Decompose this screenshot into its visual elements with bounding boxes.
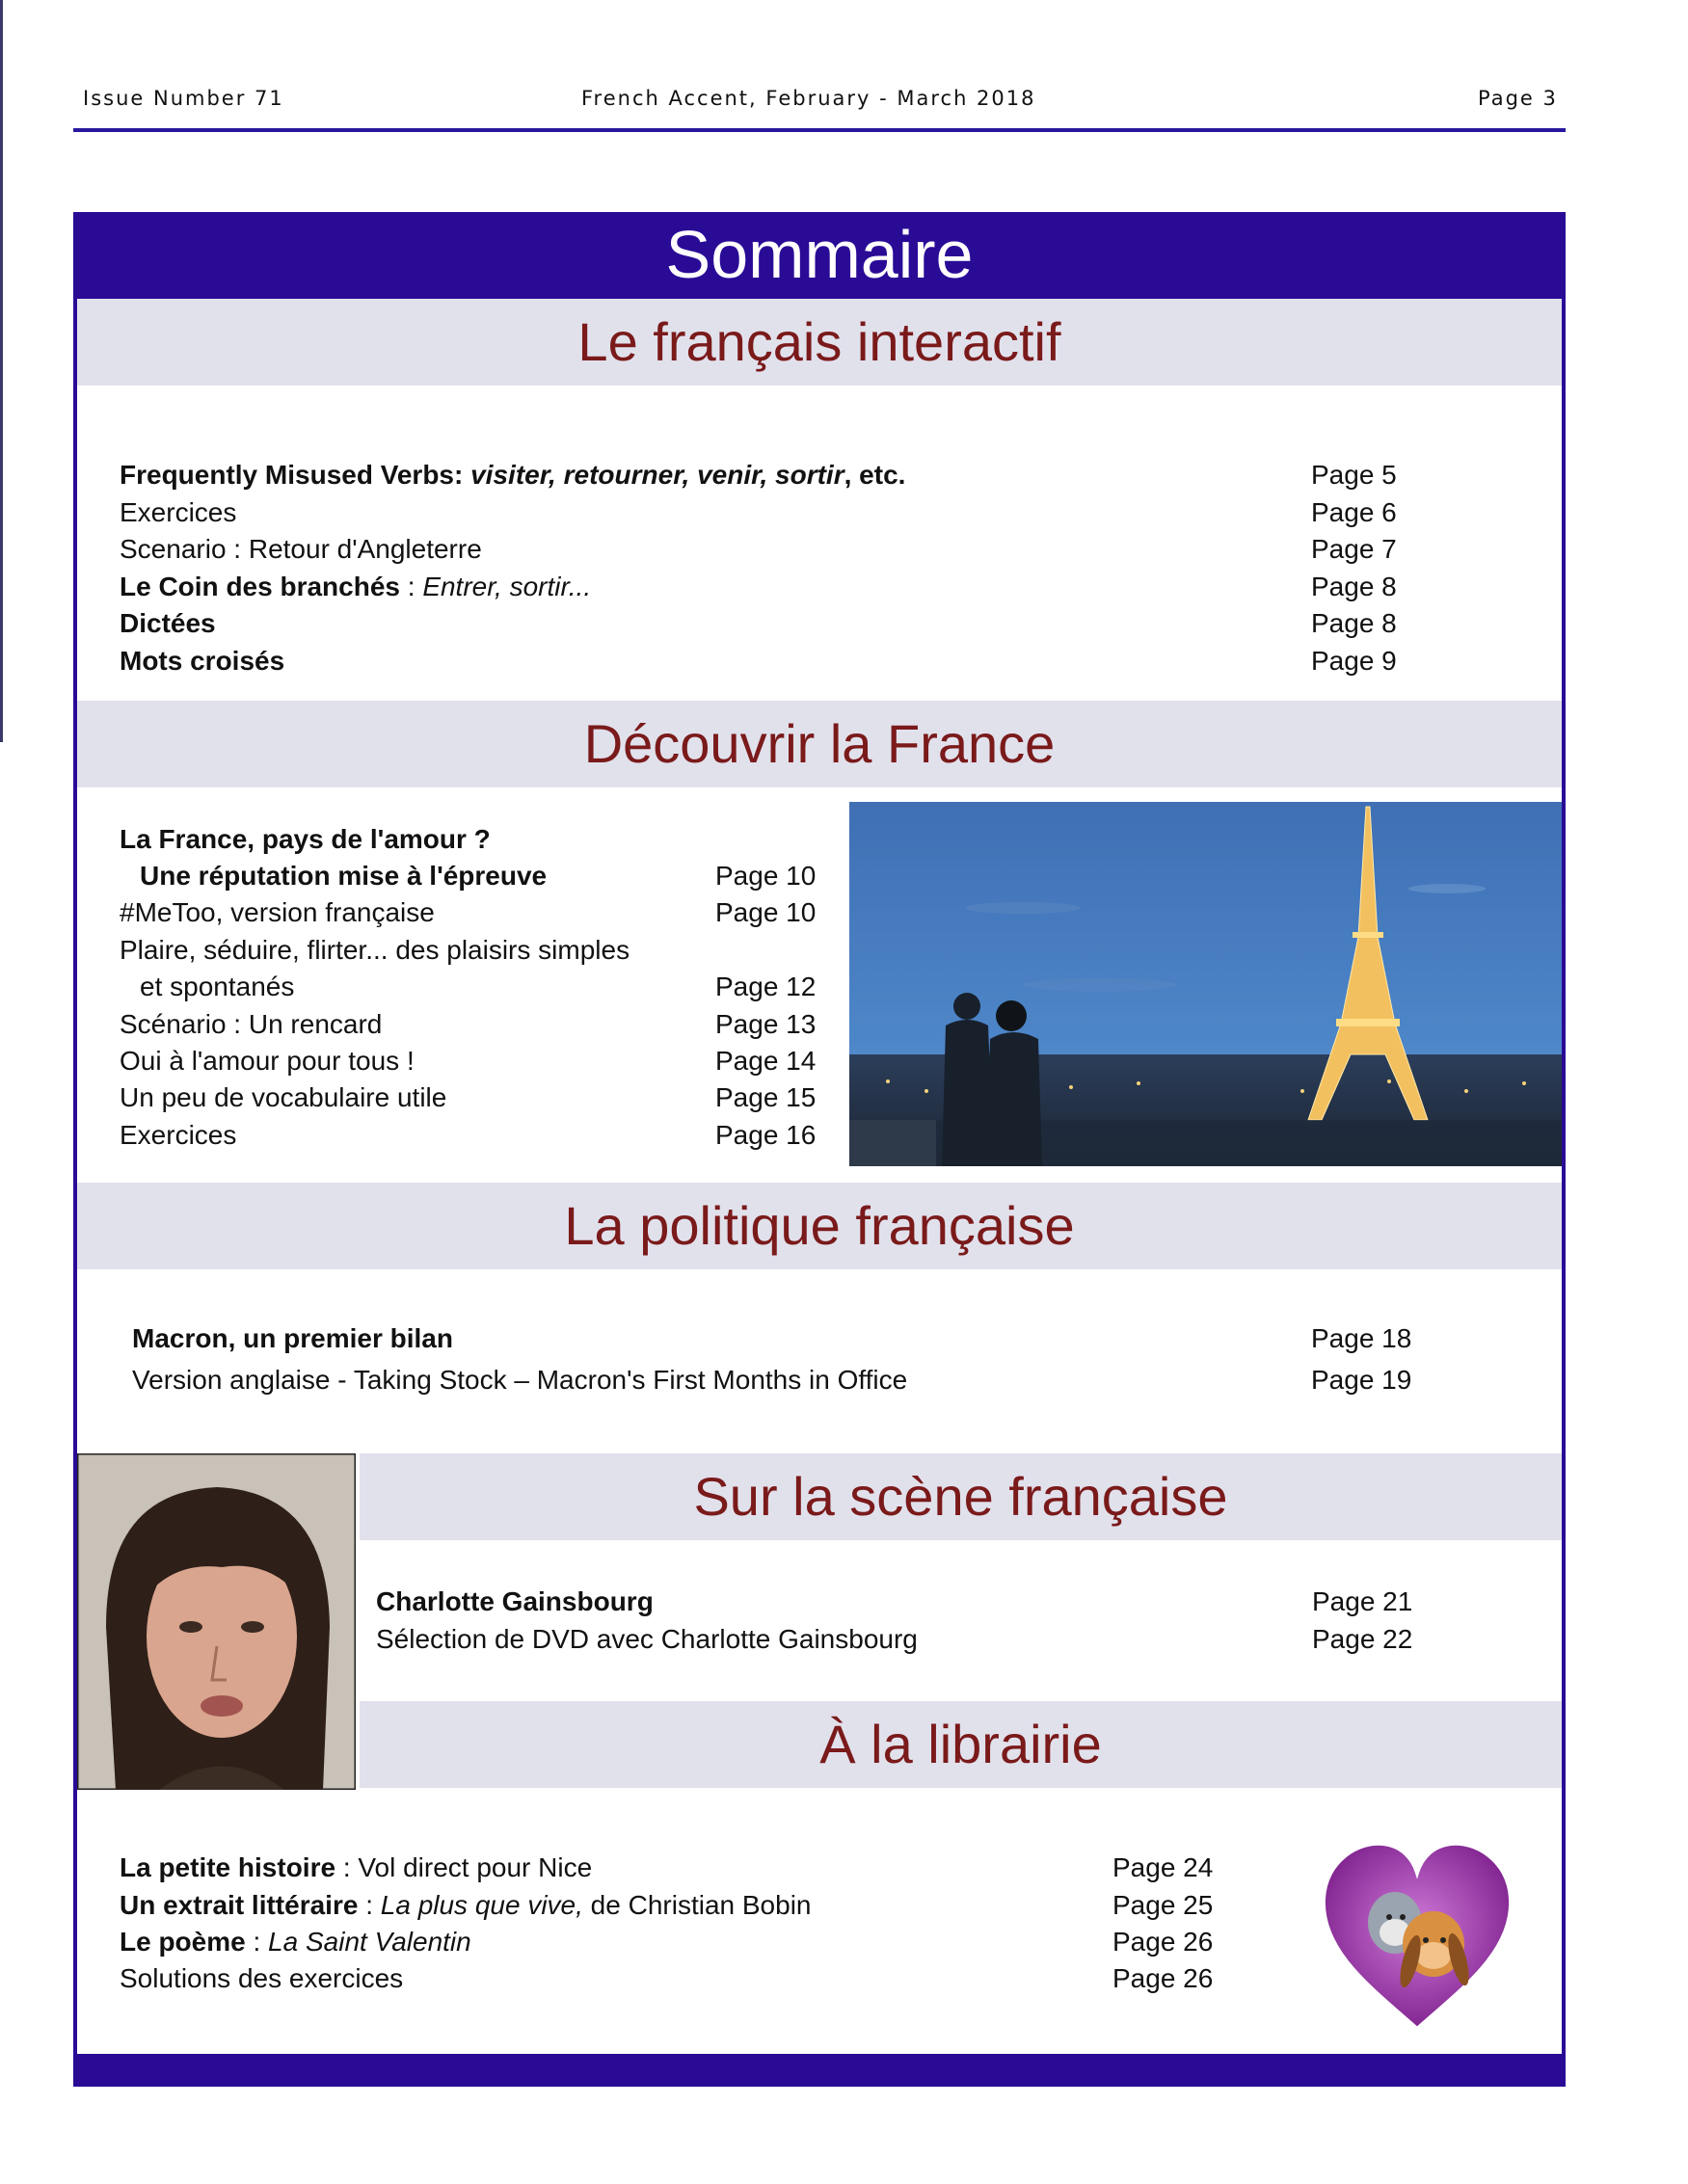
page-title: Sommaire <box>73 212 1566 299</box>
entry-tail: de Christian Bobin <box>582 1890 812 1920</box>
section-heading-librairie: À la librairie <box>360 1701 1562 1788</box>
toc-page: Page 12 <box>715 972 817 1001</box>
toc-entry: #MeToo, version française <box>120 897 435 927</box>
entry-text: : Vol direct pour Nice <box>335 1852 593 1882</box>
toc-page: Page 10 <box>715 897 817 927</box>
toc-entry <box>120 457 905 493</box>
toc-entry: Une réputation mise à l'épreuve <box>140 861 548 891</box>
toc-entry: Oui à l'amour pour tous ! <box>120 1046 415 1076</box>
toc-entry: Exercices <box>120 1120 237 1150</box>
toc-page: Page 26 <box>1112 1963 1214 1993</box>
toc-page: Page 8 <box>1311 608 1397 638</box>
entry-bold-tail: , etc. <box>844 460 906 490</box>
toc-page: Page 8 <box>1311 572 1397 601</box>
valentine-heart-illustration <box>1316 1836 1518 2038</box>
toc-page: Page 7 <box>1311 534 1397 564</box>
toc-entry: La France, pays de l'amour ? <box>120 824 491 854</box>
toc-page: Page 18 <box>1311 1323 1412 1353</box>
section-heading-france: Découvrir la France <box>77 701 1562 787</box>
toc-entry: Charlotte Gainsbourg <box>376 1586 654 1616</box>
entry-bold: Un extrait littéraire <box>120 1890 359 1920</box>
page-edge-line <box>0 0 3 742</box>
entry-text: : <box>358 1890 381 1920</box>
toc-entry: Scenario : Retour d'Angleterre <box>120 534 482 564</box>
charlotte-gainsbourg-portrait <box>77 1453 356 1790</box>
entry-italic: La plus que vive, <box>380 1890 583 1920</box>
entry-text: : <box>245 1927 269 1957</box>
toc-entry: Plaire, séduire, flirter... des plaisirs simples <box>120 935 630 965</box>
section-heading-interactif: Le français interactif <box>77 299 1562 386</box>
bottom-bar <box>73 2054 1566 2087</box>
toc-page: Page 13 <box>715 1009 817 1039</box>
entry-bold: Frequently Misused Verbs: <box>120 460 471 490</box>
toc-page: Page 6 <box>1311 497 1397 527</box>
toc-entry <box>120 1850 592 1886</box>
toc-page: Page 15 <box>715 1082 817 1112</box>
page-number: Page 3 <box>1478 87 1558 110</box>
issue-number: Issue Number 71 <box>83 87 284 110</box>
toc-entry: Dictées <box>120 608 216 638</box>
entry-bold-italic: visiter, retourner, venir, sortir <box>470 460 844 490</box>
entry-italic: Entrer, sortir... <box>422 572 592 601</box>
toc-page: Page 10 <box>715 861 817 891</box>
eiffel-tower-photo <box>849 802 1562 1166</box>
section-heading-scene: Sur la scène française <box>360 1453 1562 1540</box>
header-rule <box>73 128 1566 132</box>
toc-page: Page 5 <box>1311 460 1397 490</box>
toc-page: Page 16 <box>715 1120 817 1150</box>
entry-bold: La petite histoire <box>120 1852 336 1882</box>
toc-entry: Sélection de DVD avec Charlotte Gainsbourg <box>376 1624 918 1654</box>
toc-entry <box>120 569 591 605</box>
toc-page: Page 19 <box>1311 1365 1412 1395</box>
entry-bold: Le poème <box>120 1927 246 1957</box>
toc-page: Page 9 <box>1311 646 1397 676</box>
toc-entry: et spontanés <box>140 972 295 1001</box>
toc-entry: Un peu de vocabulaire utile <box>120 1082 447 1112</box>
entry-italic: La Saint Valentin <box>268 1927 471 1957</box>
toc-entry <box>120 1887 811 1924</box>
toc-page: Page 24 <box>1112 1852 1214 1882</box>
entry-bold: Le Coin des branchés <box>120 572 400 601</box>
toc-entry: Version anglaise - Taking Stock – Macron's First Months in Office <box>132 1365 908 1395</box>
toc-entry: Exercices <box>120 497 237 527</box>
toc-entry: Macron, un premier bilan <box>132 1323 453 1353</box>
toc-entry: Scénario : Un rencard <box>120 1009 383 1039</box>
toc-page: Page 22 <box>1312 1624 1413 1654</box>
toc-entry: Mots croisés <box>120 646 285 676</box>
section-heading-politique: La politique française <box>77 1183 1562 1269</box>
toc-entry: Solutions des exercices <box>120 1963 404 1993</box>
toc-page: Page 21 <box>1312 1586 1413 1616</box>
toc-page: Page 14 <box>715 1046 817 1076</box>
toc-entry <box>120 1924 471 1960</box>
entry-text: : <box>399 572 423 601</box>
toc-page: Page 26 <box>1112 1927 1214 1957</box>
publication-title: French Accent, February - March 2018 <box>581 87 1036 110</box>
toc-page: Page 25 <box>1112 1890 1214 1920</box>
